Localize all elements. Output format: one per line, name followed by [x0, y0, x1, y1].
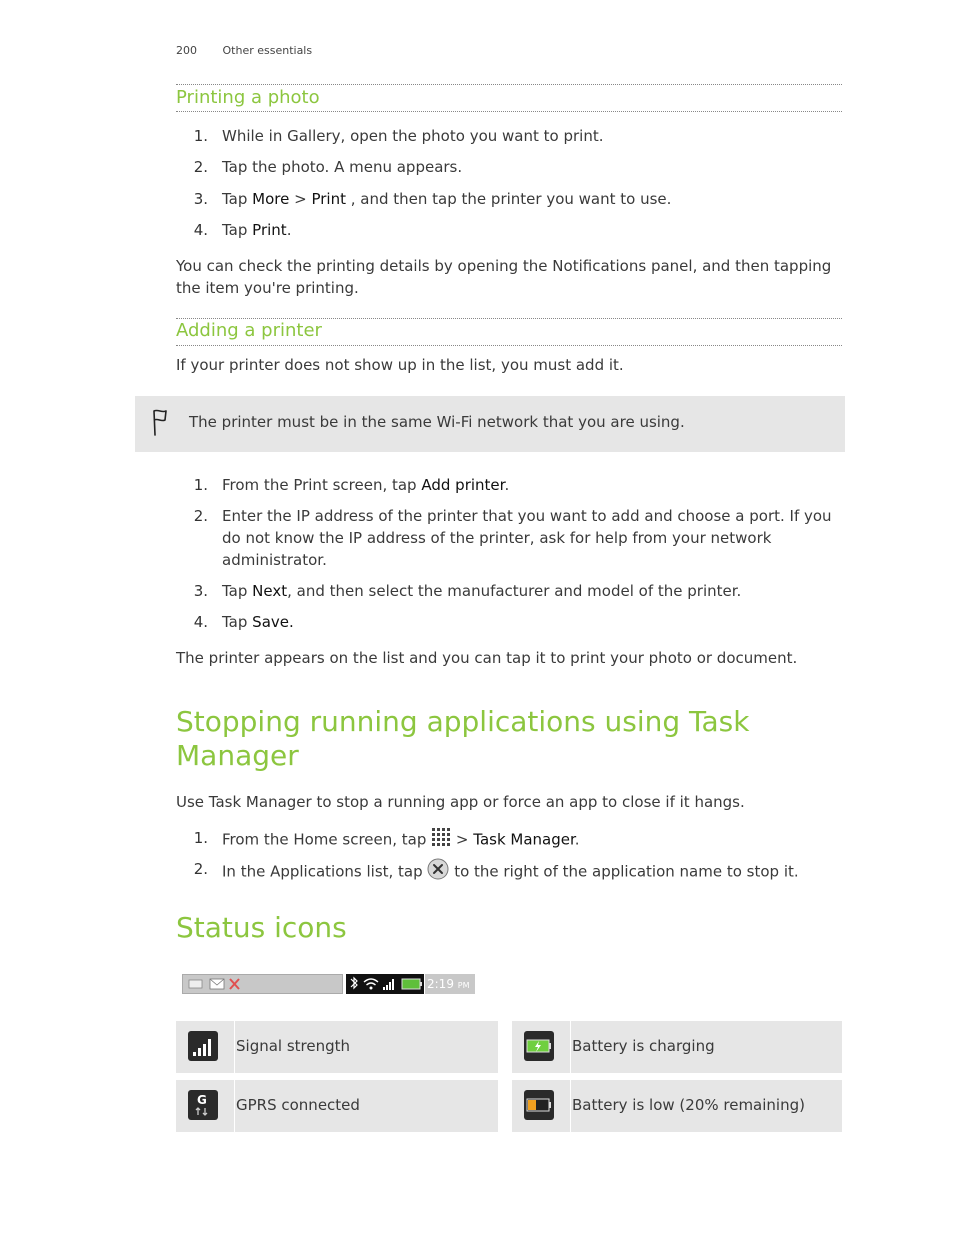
list-item — [176, 505, 842, 571]
page-number: 200 — [176, 44, 197, 57]
list-item — [176, 611, 842, 633]
note-box — [135, 396, 845, 452]
paragraph-task-manager-intro: Use Task Manager to stop a running app or force an app to close if it hangs. — [176, 793, 745, 811]
step-text: From the Home screen, tap > Task Manager. — [222, 827, 842, 853]
step-number: 1. — [193, 829, 208, 847]
list-item — [176, 580, 842, 602]
step-text: Enter the IP address of the printer that you want to add and choose a port. If you do not know the IP address of the printer, ask for help from your network administrator. — [222, 507, 832, 569]
stop-x-icon — [427, 858, 449, 886]
ui-term-task-manager: Task Manager — [473, 830, 575, 849]
step-text: While in Gallery, open the photo you want to print. — [222, 127, 604, 145]
gprs-icon — [188, 1090, 218, 1120]
battery-charging-icon — [524, 1031, 554, 1061]
svg-text:G: G — [197, 1093, 207, 1107]
list-item — [176, 219, 842, 241]
status-icon-label: Battery is low (20% remaining) — [572, 1096, 805, 1114]
step-text: Tap the photo. A menu appears. — [222, 158, 463, 176]
step-number: 2. — [193, 507, 208, 525]
step-number: 1. — [193, 127, 208, 145]
step-text: Tap Next, and then select the manufacturer and model of the printer. — [222, 582, 742, 600]
step-text: In the Applications list, tap to the right of the application name to stop it. — [222, 858, 842, 886]
status-icon-row — [512, 1080, 842, 1132]
note-text: The printer must be in the same Wi-Fi network that you are using. — [189, 413, 685, 431]
heading-rule-bottom — [176, 111, 842, 112]
ui-term-print: Print — [252, 221, 287, 239]
cell-divider — [234, 1080, 235, 1132]
step-number: 1. — [193, 476, 208, 494]
status-icon-label: Battery is charging — [572, 1037, 715, 1055]
cell-divider — [570, 1021, 571, 1073]
running-header — [176, 44, 312, 57]
paragraph-printing-details: You can check the printing details by opening the Notifications panel, and then tapping the item you're printing. — [176, 257, 832, 297]
heading-status-icons: Status icons — [176, 911, 347, 944]
ui-term-next: Next — [252, 582, 288, 600]
status-bar-right — [346, 974, 424, 994]
paragraph-printer-appears: The printer appears on the list and you can tap it to print your photo or document. — [176, 649, 798, 667]
list-item — [176, 188, 842, 210]
heading-rule-top — [176, 318, 842, 319]
step-text: Tap Save. — [222, 613, 294, 631]
paragraph-add-intro: If your printer does not show up in the list, you must add it. — [176, 356, 624, 374]
list-item — [176, 827, 842, 853]
heading-task-manager: Stopping running applications using Task Manager — [176, 705, 750, 772]
heading-adding-printer: Adding a printer — [176, 320, 322, 341]
ui-term-print: Print — [311, 190, 346, 208]
status-icon-label: Signal strength — [236, 1037, 351, 1055]
list-item — [176, 474, 842, 496]
heading-rule-top — [176, 84, 842, 85]
step-number: 4. — [193, 221, 208, 239]
list-item — [176, 858, 842, 886]
step-text: Tap Print. — [222, 221, 292, 239]
signal-strength-icon — [188, 1031, 218, 1061]
list-item — [176, 156, 842, 178]
step-number: 2. — [193, 158, 208, 176]
list-item — [176, 125, 842, 147]
section-name: Other essentials — [222, 44, 313, 57]
status-bar-image — [182, 974, 475, 994]
status-bar-time: 2:19 PM — [425, 974, 475, 994]
ui-term-add-printer: Add printer — [421, 476, 505, 494]
cell-divider — [570, 1080, 571, 1132]
step-text: From the Print screen, tap Add printer. — [222, 476, 510, 494]
battery-low-icon — [524, 1090, 554, 1120]
status-bar-left — [182, 974, 343, 994]
step-number: 2. — [193, 860, 208, 878]
status-icon-row — [176, 1080, 498, 1132]
heading-rule-bottom — [176, 345, 842, 346]
ui-term-more: More — [252, 190, 290, 208]
flag-icon — [149, 408, 169, 442]
step-number: 3. — [193, 582, 208, 600]
all-apps-icon — [431, 827, 451, 853]
heading-printing-photo: Printing a photo — [176, 87, 320, 108]
ui-term-save: Save. — [252, 613, 294, 631]
step-number: 3. — [193, 190, 208, 208]
step-text: Tap More > Print , and then tap the printer you want to use. — [222, 190, 672, 208]
status-icon-row — [512, 1021, 842, 1073]
status-icon-row — [176, 1021, 498, 1073]
status-icon-label: GPRS connected — [236, 1096, 360, 1114]
step-number: 4. — [193, 613, 208, 631]
cell-divider — [234, 1021, 235, 1073]
